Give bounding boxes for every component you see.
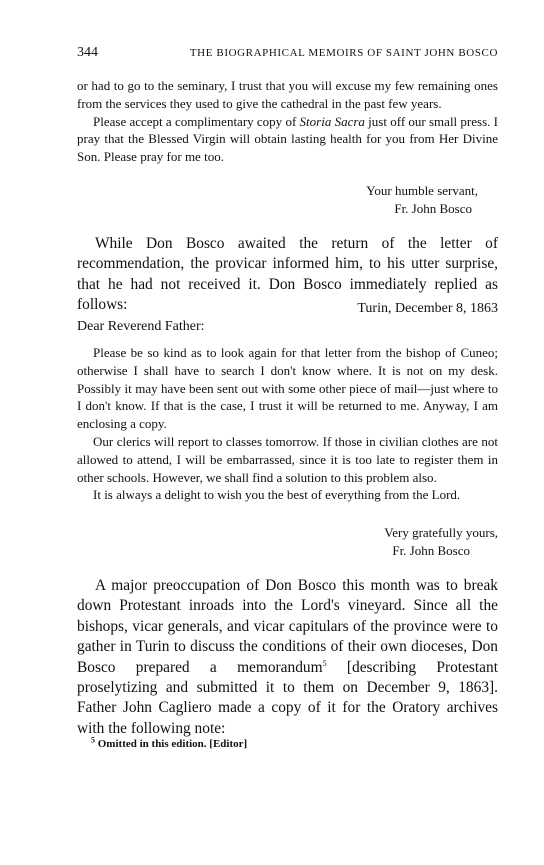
footnote-text: Omitted in this edition. [Editor] xyxy=(95,738,248,750)
narrative-text: While Don Bosco awaited the return of the letter of recommendation, the provicar informed him, to his utter surprise, that he had not received it. Don Bosco immediately replied as follows: xyxy=(77,235,498,314)
salutation: Dear Reverend Father: xyxy=(77,319,205,334)
running-head: THE BIOGRAPHICAL MEMOIRS OF SAINT JOHN BOSCO xyxy=(189,47,498,59)
closing-line: Very gratefully yours, xyxy=(384,525,498,540)
letter-two-body xyxy=(77,344,498,504)
text-run: Please accept a complimentary copy of xyxy=(93,113,300,129)
book-title: Storia Sacra xyxy=(299,113,365,129)
closing-line: Your humble servant, xyxy=(366,183,478,198)
letter-two-paragraph: Our clerics will report to classes tomorrow. If those in civilian clothes are not allowed to attend, I will be embarrassed, since it is too late to register them in other schools. However, we shall find a solution to this problem also. xyxy=(77,433,498,485)
signature: Fr. John Bosco xyxy=(392,542,470,558)
page-header xyxy=(77,45,498,65)
text-run: A major preoccupation of Don Bosco this month was to break down Protestant inroads into the Lord's vineyard. Since all the bishops, vicar generals, and vicar capitulars of the province were to gather in Turin to discuss the conditions of their own dioceses, Don Bosco prepared a memorandum xyxy=(77,577,498,676)
text-run: just off our small press. I pray that the Blessed Virgin will obtain lasting health for you from Her Divine Son. Please pray for me too. xyxy=(77,113,498,165)
letter-two xyxy=(77,300,498,504)
letter-two-paragraph: It is always a delight to wish you the best of everything from the Lord. xyxy=(93,487,461,503)
letter-two-paragraph: Please be so kind as to look again for that letter from the bishop of Cuneo; otherwise I shall have to search I don't know where. It is not on my desk. Possibly it may have been sent out with some other piece of mail—just where to I don't know. If that is the case, I trust it will be returned to me. Anyway, I am enclosing a copy. xyxy=(77,345,498,432)
dateline: Turin, December 8, 1863 xyxy=(357,301,498,316)
letter-one-closing xyxy=(77,182,498,218)
letter-two-closing xyxy=(77,524,498,560)
narrative-paragraph xyxy=(77,576,498,739)
letter-one-paragraph xyxy=(77,113,498,166)
footnote-reference: 5 xyxy=(322,658,327,668)
footnote xyxy=(91,735,491,750)
letter-one-paragraph: or had to go to the seminary, I trust that you will excuse my few remaining ones from the services they used to give the cathedral in the past few years. xyxy=(77,78,498,111)
narrative-text xyxy=(77,576,498,739)
letter-one xyxy=(77,77,498,166)
footnote-marker: 5 xyxy=(91,735,95,745)
text-run: [describing Protestant proselytizing and submitted it to them on December 9, 1863]. Father John Cagliero made a copy of it for the Oratory archives with the following note: xyxy=(77,658,498,737)
signature: Fr. John Bosco xyxy=(394,200,472,216)
page-number: 344 xyxy=(77,45,98,60)
